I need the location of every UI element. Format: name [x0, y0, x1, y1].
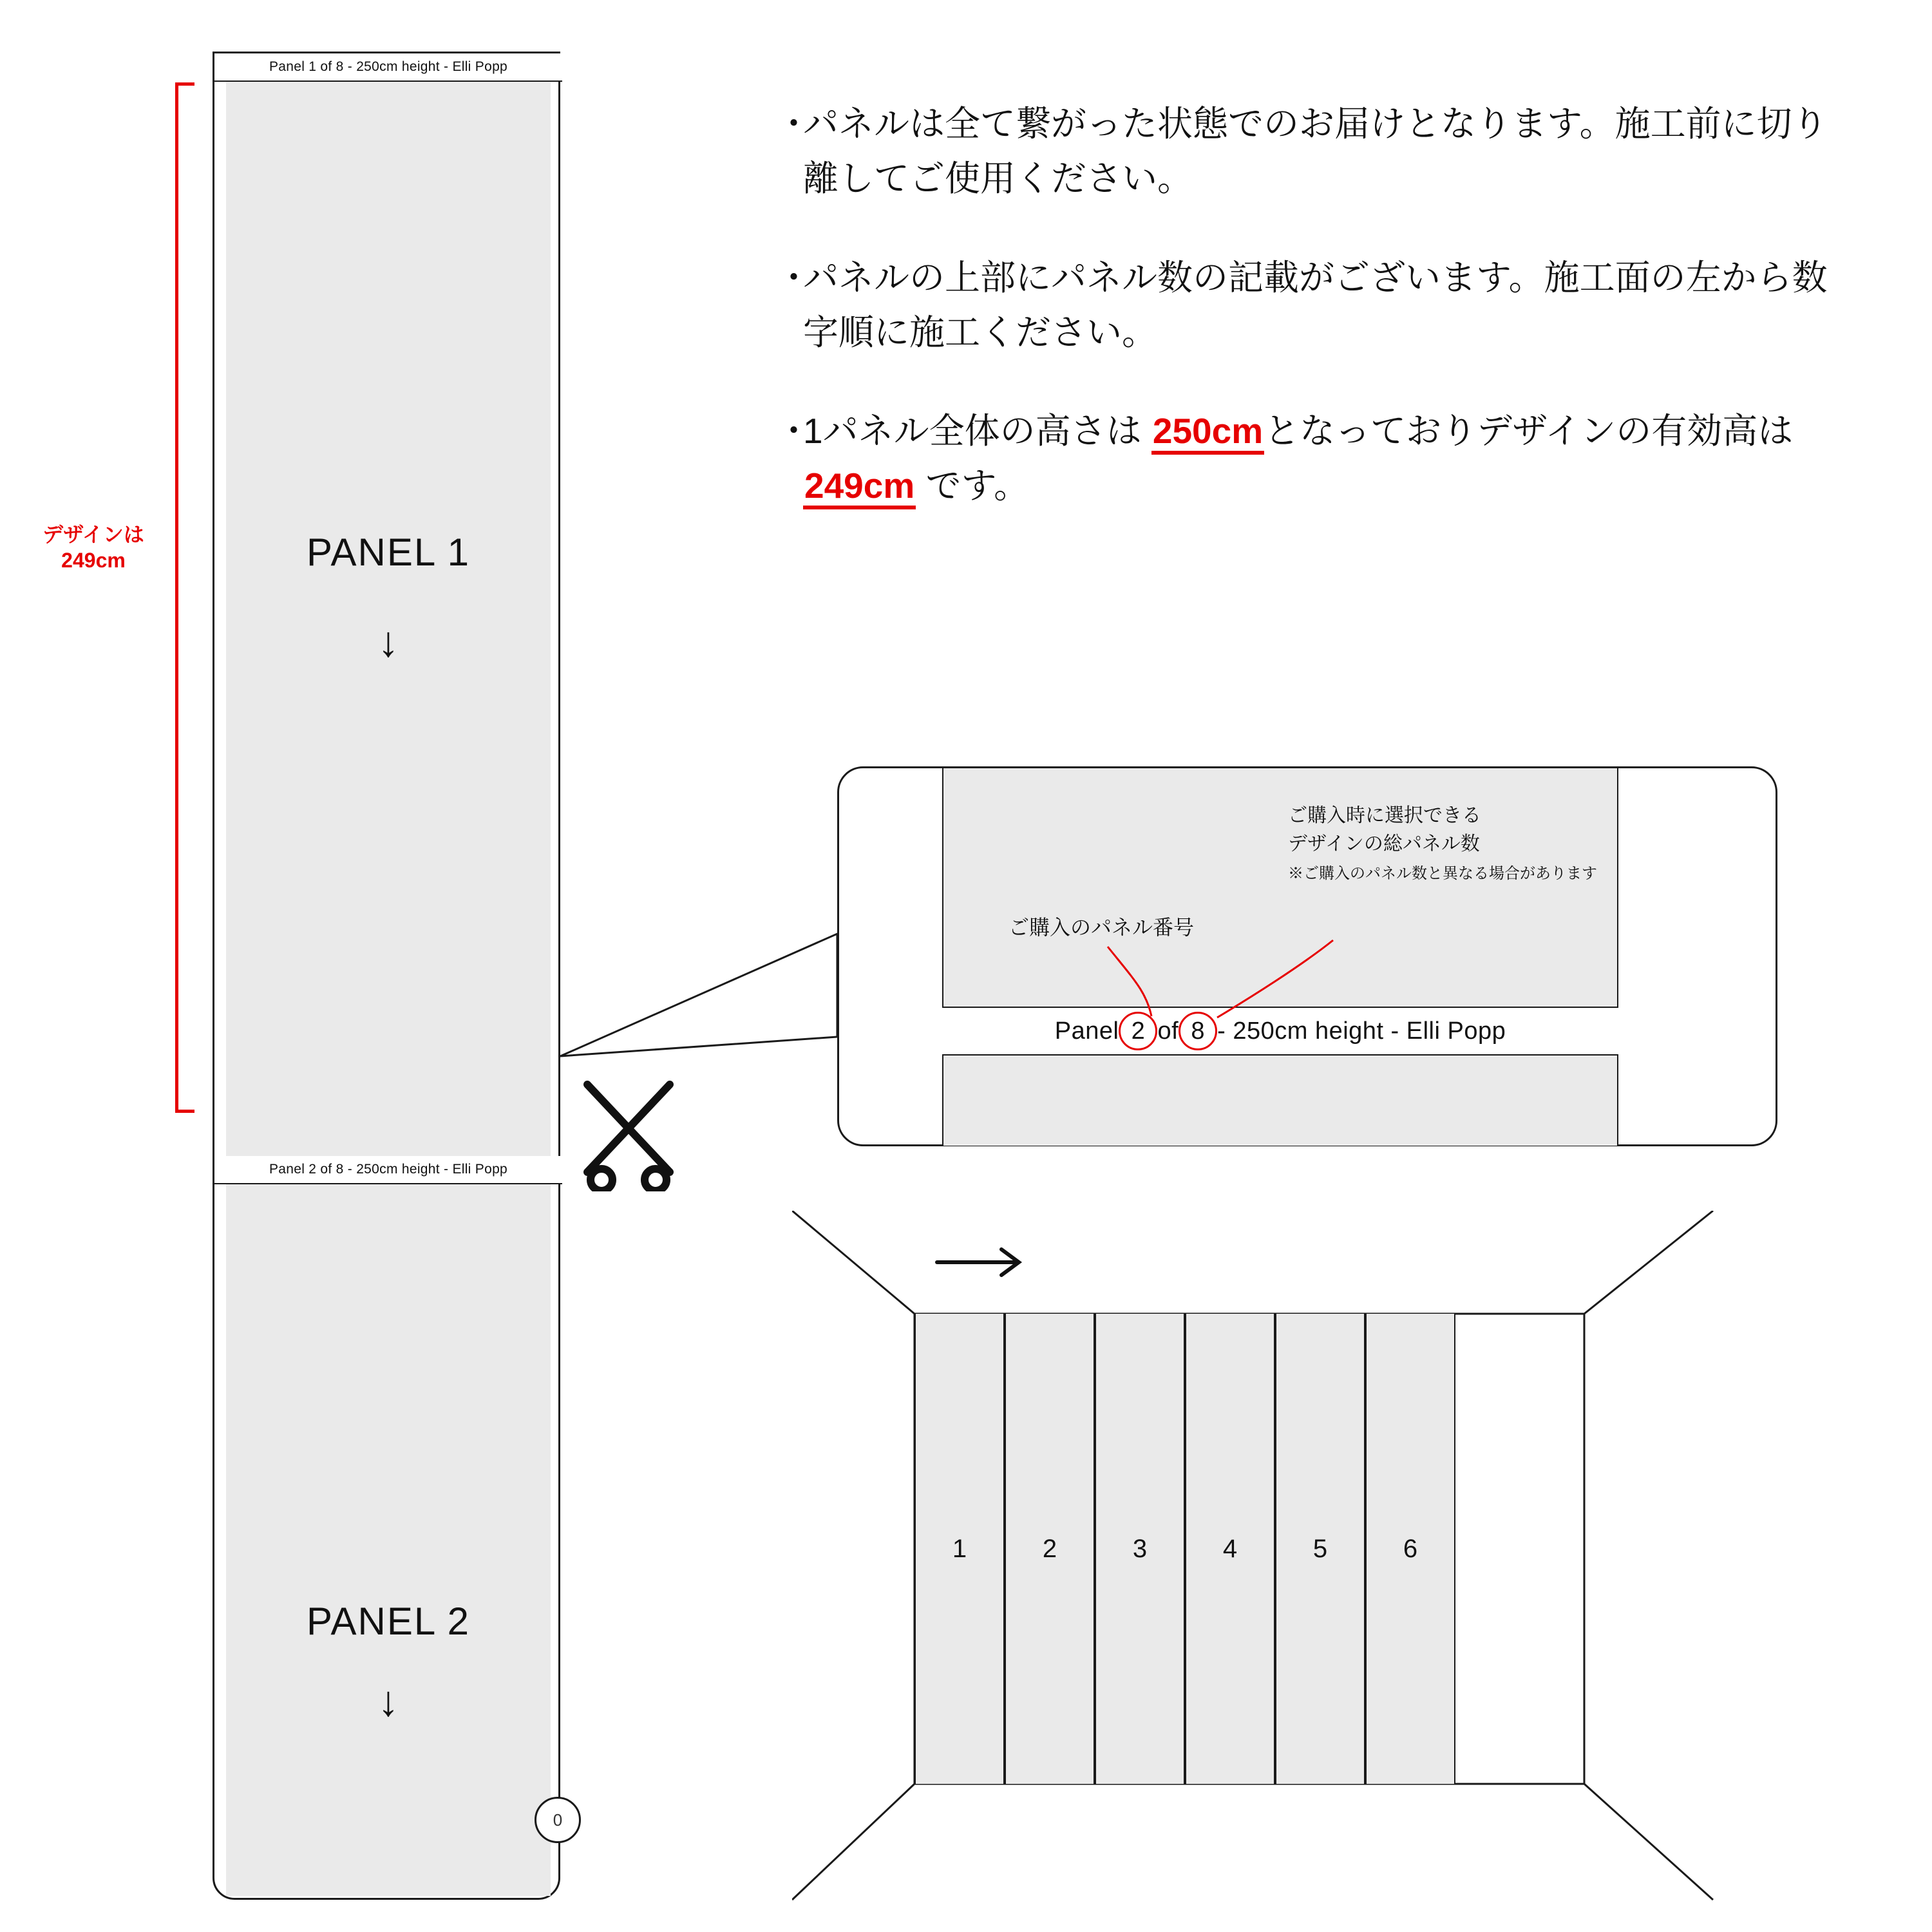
room-panel-strip-2: 2: [1005, 1314, 1095, 1784]
bullet-dot-icon: ・: [776, 104, 812, 144]
callout-strip-prefix: Panel: [1054, 1017, 1119, 1045]
instruction-item-3-text: [803, 404, 1858, 514]
bullet-dot-icon: ・: [776, 411, 812, 451]
total-height-highlight: 250cm: [1151, 411, 1264, 455]
height-text-suffix: です。: [916, 466, 1030, 506]
design-height-bracket: [175, 82, 194, 1113]
total-panel-note-line2: デザインの総パネル数: [1288, 833, 1480, 855]
instruction-item-2-text: パネルの上部にパネル数の記載がございます。施工面の左から数字順に施工ください。: [803, 257, 1828, 352]
height-text-prefix: 1パネル全体の高さは: [803, 411, 1151, 451]
panel-2-header-strip: Panel 2 of 8 - 250cm height - Elli Popp: [214, 1156, 562, 1184]
total-panel-number-note: [1288, 802, 1623, 885]
instruction-item-3: [776, 404, 1858, 514]
design-height-highlight: 249cm: [803, 466, 916, 509]
instruction-list: [776, 97, 1858, 558]
roll-body: [213, 52, 560, 1900]
panel-2-down-arrow-icon: ↓: [377, 1677, 399, 1725]
panel-1-down-arrow-icon: ↓: [377, 618, 399, 665]
callout-strip-suffix: - 250cm height - Elli Popp: [1217, 1017, 1506, 1045]
instruction-item-2: [776, 251, 1858, 361]
bullet-dot-icon: ・: [776, 257, 812, 298]
purchased-panel-number-note: ご購入のパネル番号: [1008, 916, 1194, 939]
room-panel-strip-4: 4: [1185, 1314, 1275, 1784]
total-panel-note-line1: ご購入時に選択できる: [1288, 805, 1481, 826]
room-panel-strip-5: 5: [1275, 1314, 1365, 1784]
panel-1-header-strip: Panel 1 of 8 - 250cm height - Elli Popp: [214, 53, 562, 82]
wallpaper-roll-diagram: [213, 52, 580, 1906]
panel-2-design-area: [226, 1184, 551, 1896]
design-height-label-line2: 249cm: [61, 549, 126, 572]
callout-strip-mid: of: [1157, 1017, 1179, 1045]
design-height-label-line1: デザインは: [43, 523, 144, 546]
callout-pointer-tail: [554, 766, 850, 1153]
room-panel-strip-6: 6: [1365, 1314, 1455, 1784]
height-text-middle: となっておりデザインの有効高は: [1264, 411, 1794, 451]
panel-2-title: PANEL 2: [306, 1600, 471, 1643]
room-panel-strip-3: 3: [1095, 1314, 1185, 1784]
instruction-item-1: [776, 97, 1858, 207]
design-height-label: [19, 522, 167, 573]
total-panel-note-disclaimer: ※ご購入のパネル数と異なる場合があります: [1288, 865, 1597, 882]
instruction-item-1-text: パネルは全て繋がった状態でのお届けとなります。施工前に切り離してご使用ください。: [803, 104, 1828, 199]
purchased-panel-number: 2: [1119, 1012, 1157, 1050]
room-installation-diagram: [792, 1211, 1887, 1906]
panel-1-title: PANEL 1: [306, 531, 471, 574]
total-panel-number: 8: [1179, 1012, 1217, 1050]
roll-end-marker: 0: [535, 1797, 581, 1843]
room-panel-strip-1: 1: [914, 1314, 1005, 1784]
